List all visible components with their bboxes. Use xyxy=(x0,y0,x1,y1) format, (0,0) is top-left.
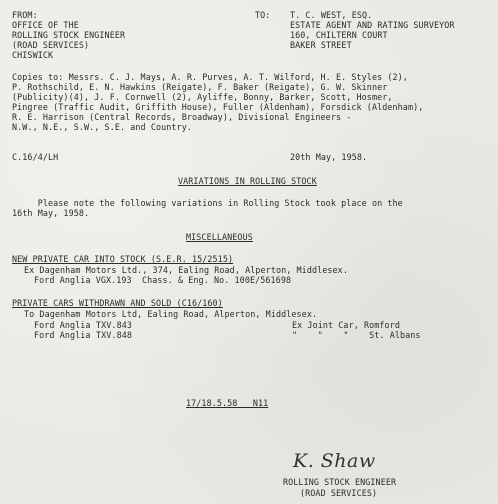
withdrawn-car-model: Ford Anglia xyxy=(34,320,91,330)
withdrawn-car-note: Ex Joint Car, Romford xyxy=(292,320,400,330)
withdrawn-car-reg: TXV.843 xyxy=(96,320,132,330)
new-car-heading: NEW PRIVATE CAR INTO STOCK (S.E.R. 15/2515) xyxy=(12,254,234,264)
signature-title: ROLLING STOCK ENGINEER xyxy=(283,477,397,487)
from-line: ROLLING STOCK ENGINEER xyxy=(12,30,126,40)
intro-line: 16th May, 1958. xyxy=(12,208,90,218)
document-code: 17/18.5.58 N11 xyxy=(186,398,269,408)
withdrawn-heading: PRIVATE CARS WITHDRAWN AND SOLD (C16/160) xyxy=(12,298,223,308)
copies-line: Pingree (Traffic Audit, Griffith House), Fuller (Aldenham), Forsdick (Aldenham), xyxy=(12,102,424,112)
to-line: 160, CHILTERN COURT xyxy=(290,30,388,40)
withdrawn-car-note: " " " St. Albans xyxy=(292,330,421,340)
new-car-line: Ex Dagenham Motors Ltd., 374, Ealing Road, Alperton, Middlesex. xyxy=(24,265,348,275)
handwritten-signature: K. Shaw xyxy=(293,450,376,472)
to-line: T. C. WEST, ESQ. xyxy=(290,10,373,20)
withdrawn-car-model: Ford Anglia xyxy=(34,330,91,340)
from-line: CHISWICK xyxy=(12,50,54,60)
intro-line: Please note the following variations in Rolling Stock took place on the xyxy=(12,198,403,208)
memo-date: 20th May, 1958. xyxy=(290,152,368,162)
from-line: (ROAD SERVICES) xyxy=(12,40,90,50)
to-label: TO: xyxy=(255,10,271,20)
memo-title: VARIATIONS IN ROLLING STOCK xyxy=(178,176,317,186)
from-line: OFFICE OF THE xyxy=(12,20,79,30)
signature-subtitle: (ROAD SERVICES) xyxy=(300,488,378,498)
section-heading-miscellaneous: MISCELLANEOUS xyxy=(186,232,253,242)
from-label: FROM: xyxy=(12,10,38,20)
reference-number: C.16/4/LH xyxy=(12,152,59,162)
new-car-line: Ford Anglia VGX.193 Chass. & Eng. No. 100E/561698 xyxy=(34,275,292,285)
to-line: BAKER STREET xyxy=(290,40,352,50)
to-line: ESTATE AGENT AND RATING SURVEYOR xyxy=(290,20,455,30)
copies-line: N.W., N.E., S.W., S.E. and Country. xyxy=(12,122,192,132)
copies-line: P. Rothschild, E. N. Hawkins (Reigate), F. Baker (Reigate), G. W. Skinner xyxy=(12,82,388,92)
withdrawn-line: To Dagenham Motors Ltd, Ealing Road, Alperton, Middlesex. xyxy=(24,309,318,319)
copies-line: (Publicity)(4), J. F. Cornwell (2), Ayliffe, Bonny, Barker, Scott, Hosmer, xyxy=(12,92,393,102)
copies-line: Copies to: Messrs. C. J. Mays, A. R. Purves, A. T. Wilford, H. E. Styles (2), xyxy=(12,72,408,82)
withdrawn-car-reg: TXV.848 xyxy=(96,330,132,340)
copies-line: R. E. Harrison (Central Records, Broadway), Divisional Engineers - xyxy=(12,112,352,122)
